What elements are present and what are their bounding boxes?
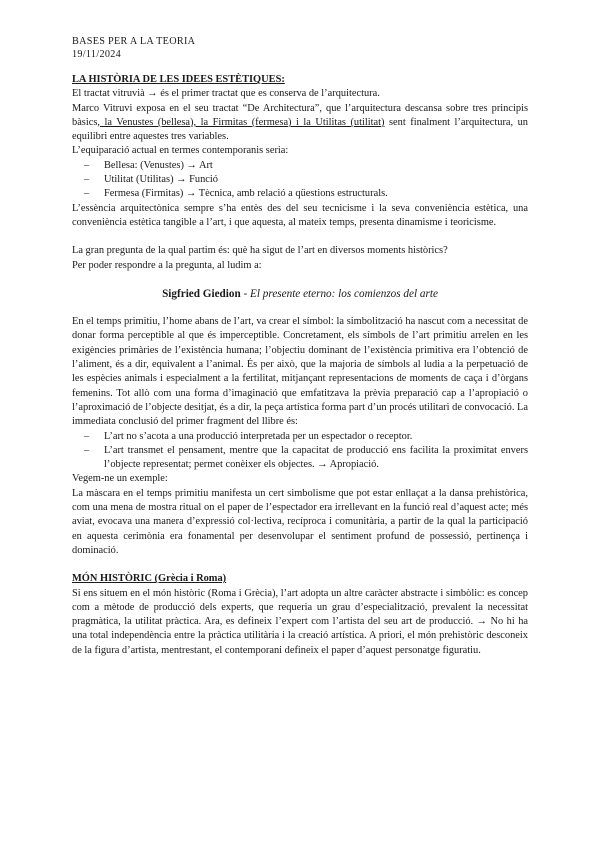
text-span: sent finalment l’arquitectura, un equilibri entre aquestes tres variables. (72, 116, 528, 143)
list-item: – Bellesa: (Venustes) → Art (72, 159, 528, 173)
reference-separator: - (240, 287, 251, 300)
paragraph: L’equiparació actual en termes contemporanis seria: (72, 145, 289, 157)
reference-work: El presente eterno: los comienzos del arte (250, 287, 438, 300)
paragraph: En el temps primitiu, l’home abans de l’art, va crear el símbol: la simbolització ha nascut com a necessitat de donar forma perceptible al que és imperceptible. Concretament, els símbols de l’art primitiu arrelen en les exigències primàries de l’existència humana; l’objectiu dominant de l’existència primitiva era l’obtenció de l’aliment, és a dir, equivalent a l’animal. És per això, que la majoria de símbols al ludia a la perpetuació de les espècies animals i especialment a la fertilitat, mitjançant representacions de moments de caça i d’òrgans femenins. Tot allò com una forma d’imaginació que emfatitzava la prèvia preparació cap a l’apropiació o l’aproximació de l’objecte desitjat, és a dir, la peça artística forma part d’un procés utilitari de convocació. La immediata conclusió del primer fragment del llibre és: (72, 316, 529, 428)
underlined-principles: la Venustes (bellesa), la Firmitas (fermesa) i la Utilitas (utilitat) (100, 116, 385, 128)
list-item: – L’art no s’acota a una producció interpretada per un espectador o receptor. (72, 430, 528, 444)
list-item: – L’art transmet el pensament, mentre que la capacitat de producció ens facilita la proximitat envers l’objecte representat; permet conèixer els objectes. → Apropiació. (72, 444, 528, 473)
book-reference (72, 287, 528, 301)
conclusion-list (72, 430, 528, 473)
doc-header-title: BASES PER A LA TEORIA (72, 36, 196, 47)
text-span: Marco Vitruvi exposa en el seu tractat “De Architectura”, que l’arquitectura descansa sobre tres principis bàsics, (72, 102, 528, 128)
reference-author: Sigfried Giedion (162, 287, 241, 300)
paragraph: La gran pregunta de la qual partim és: què ha sigut de l’art en diversos moments històrics? (72, 245, 448, 257)
paragraph (72, 102, 528, 145)
doc-header-date: 19/11/2024 (72, 48, 122, 60)
paragraph: L’essència arquitectònica sempre s’ha entès des del seu tecnicisme i la seva conveniència estètica, una conveniència estètica tangible a l’art, i que aquesta, al mateix temps, presenta dinamisme i teoricisme. (72, 202, 528, 228)
paragraph: Vegem-ne un exemple: (72, 473, 168, 485)
paragraph: La màscara en el temps primitiu manifesta un cert simbolisme que pot estar enllaçat a la dansa prehistòrica, com una mena de mostra ritual on el paper de l’espectador era irrellevant en la funció real d’aquest acte; més aviat, evocava una manera d’expressió col·lectiva, recíproca i comunitària, a partir de la qual la participació en aquesta cerimònia era fonamental per desenvolupar el sentiment profund de possessió, pertinença i dominació. (72, 487, 528, 556)
paragraph: Si ens situem en el món històric (Roma i Grècia), l’art adopta un altre caràcter abstracte i simbòlic: es concep com a mètode de producció dels experts, que requeria un grau d’especialització, prevalent la necessitat pragmàtica, la utilitat pràctica. Ara, es defineix l’expert com l’artista del seu art de producció. → No hi ha una total independència entre la pràctica utilitària i la creació artística. A priori, el món prehistòric desconeix de la figura d’artista, mentrestant, el contemporani defineix el paper d’aquest personatge figuratiu. (72, 587, 528, 656)
paragraph: Per poder respondre a la pregunta, al ludim a: (72, 259, 262, 271)
list-item: – Utilitat (Utilitas) → Funció (72, 173, 528, 187)
document-page (72, 36, 528, 658)
paragraph: El tractat vitruvià → és el primer tractat que es conserva de l’arquitectura. (72, 88, 380, 100)
section-title-aesthetic-ideas: LA HISTÒRIA DE LES IDEES ESTÈTIQUES: (72, 74, 285, 85)
equivalence-list (72, 159, 528, 202)
section-title-historic-world: MÓN HISTÒRIC (Grècia i Roma) (72, 573, 227, 585)
list-item: – Fermesa (Firmitas) → Tècnica, amb relació a qüestions estructurals. (72, 187, 528, 201)
